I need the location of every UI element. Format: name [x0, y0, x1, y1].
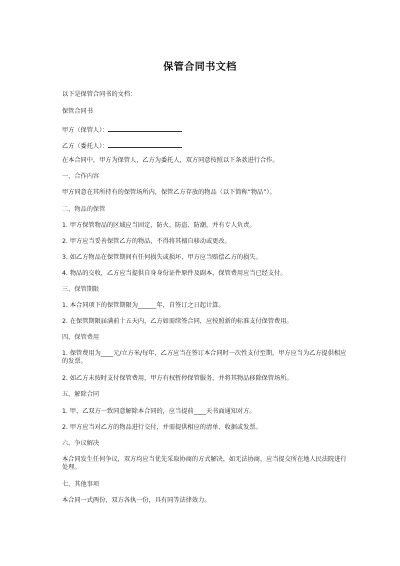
section-paragraph: 4. 物品的交收，乙方应当提供自身身份证件原件及副本，保管费用应当已经支付。: [62, 270, 287, 277]
section-paragraph: 1. 本合同项下的保管期限为______年，自签订之日起计算。: [62, 302, 225, 309]
preamble-text: 在本合同中，甲方为保管人，乙方为委托人，双方同意按照以下条款进行合作。: [62, 157, 279, 164]
party-a-row: [62, 125, 352, 135]
section-paragraph: 2. 甲方应当对乙方的物品进行交付，并需提供相应的清单、收据或发票。: [62, 424, 262, 431]
section-heading: 七、其他事项: [62, 481, 100, 488]
section-paragraph: 1. 甲方保管物品的区域应当固定，防火、防盗、防潮，并有专人负责。: [62, 222, 256, 229]
party-b-label: 乙方（委托人）：: [62, 143, 109, 150]
section-paragraph: 2. 甲方应当妥善保管乙方的物品，不得将其擅自移动或更改。: [62, 238, 231, 245]
section-paragraph: 1. 甲、乙双方一致同意解除本合同的，应当提前____天书面通知对方。: [62, 408, 256, 415]
section-paragraph: 本合同发生任何争议，双方均应当优先采取协商的方式解决，如无法协商，应当提交所在地人民法院进行处理。: [62, 456, 347, 471]
section-paragraph: 本合同一式两份，双方各执一份，具有同等法律效力。: [62, 497, 211, 504]
party-b-blank[interactable]: [108, 141, 182, 148]
section-paragraph: 3. 如乙方物品在保管期间有任何损失或损坏，甲方应当赔偿乙方的损失。: [62, 254, 262, 261]
party-a-label: 甲方（保管人）：: [62, 127, 109, 134]
section-heading: 一、合作内容: [62, 173, 100, 180]
section-heading: 六、争议解决: [62, 440, 100, 447]
party-b-row: [62, 141, 352, 151]
section-paragraph: 甲方同意在其所持有的保管场所内，保管乙方存放的物品（以下简称“物品”）。: [62, 189, 276, 196]
section-heading: 三、保管期限: [62, 286, 100, 293]
section-heading: 二、物品的保管: [62, 206, 106, 213]
section-paragraph: 2. 在保管期限届满前十五天内，乙方如需续签合同，应按照新的标准支付保管费用。: [62, 318, 293, 325]
document-title: 保管合同书文档: [163, 62, 237, 73]
section-paragraph: 2. 如乙方未按时支付保管费用，甲方有权暂停保管服务，并将其物品移除保管场所。: [62, 375, 293, 382]
section-heading: 五、解除合同: [62, 391, 100, 398]
intro-text: 以下是保管合同书的文档：: [62, 91, 137, 98]
section-heading: 四、保管费用: [62, 334, 100, 341]
party-a-blank[interactable]: [108, 125, 182, 132]
contract-name: 保管合同书: [62, 108, 93, 115]
section-paragraph: 1. 保管费用为____元/立方米/每年，乙方应当在签订本合同时一次性支付至期，甲方应当为乙方提供相应的发票。: [62, 350, 347, 365]
